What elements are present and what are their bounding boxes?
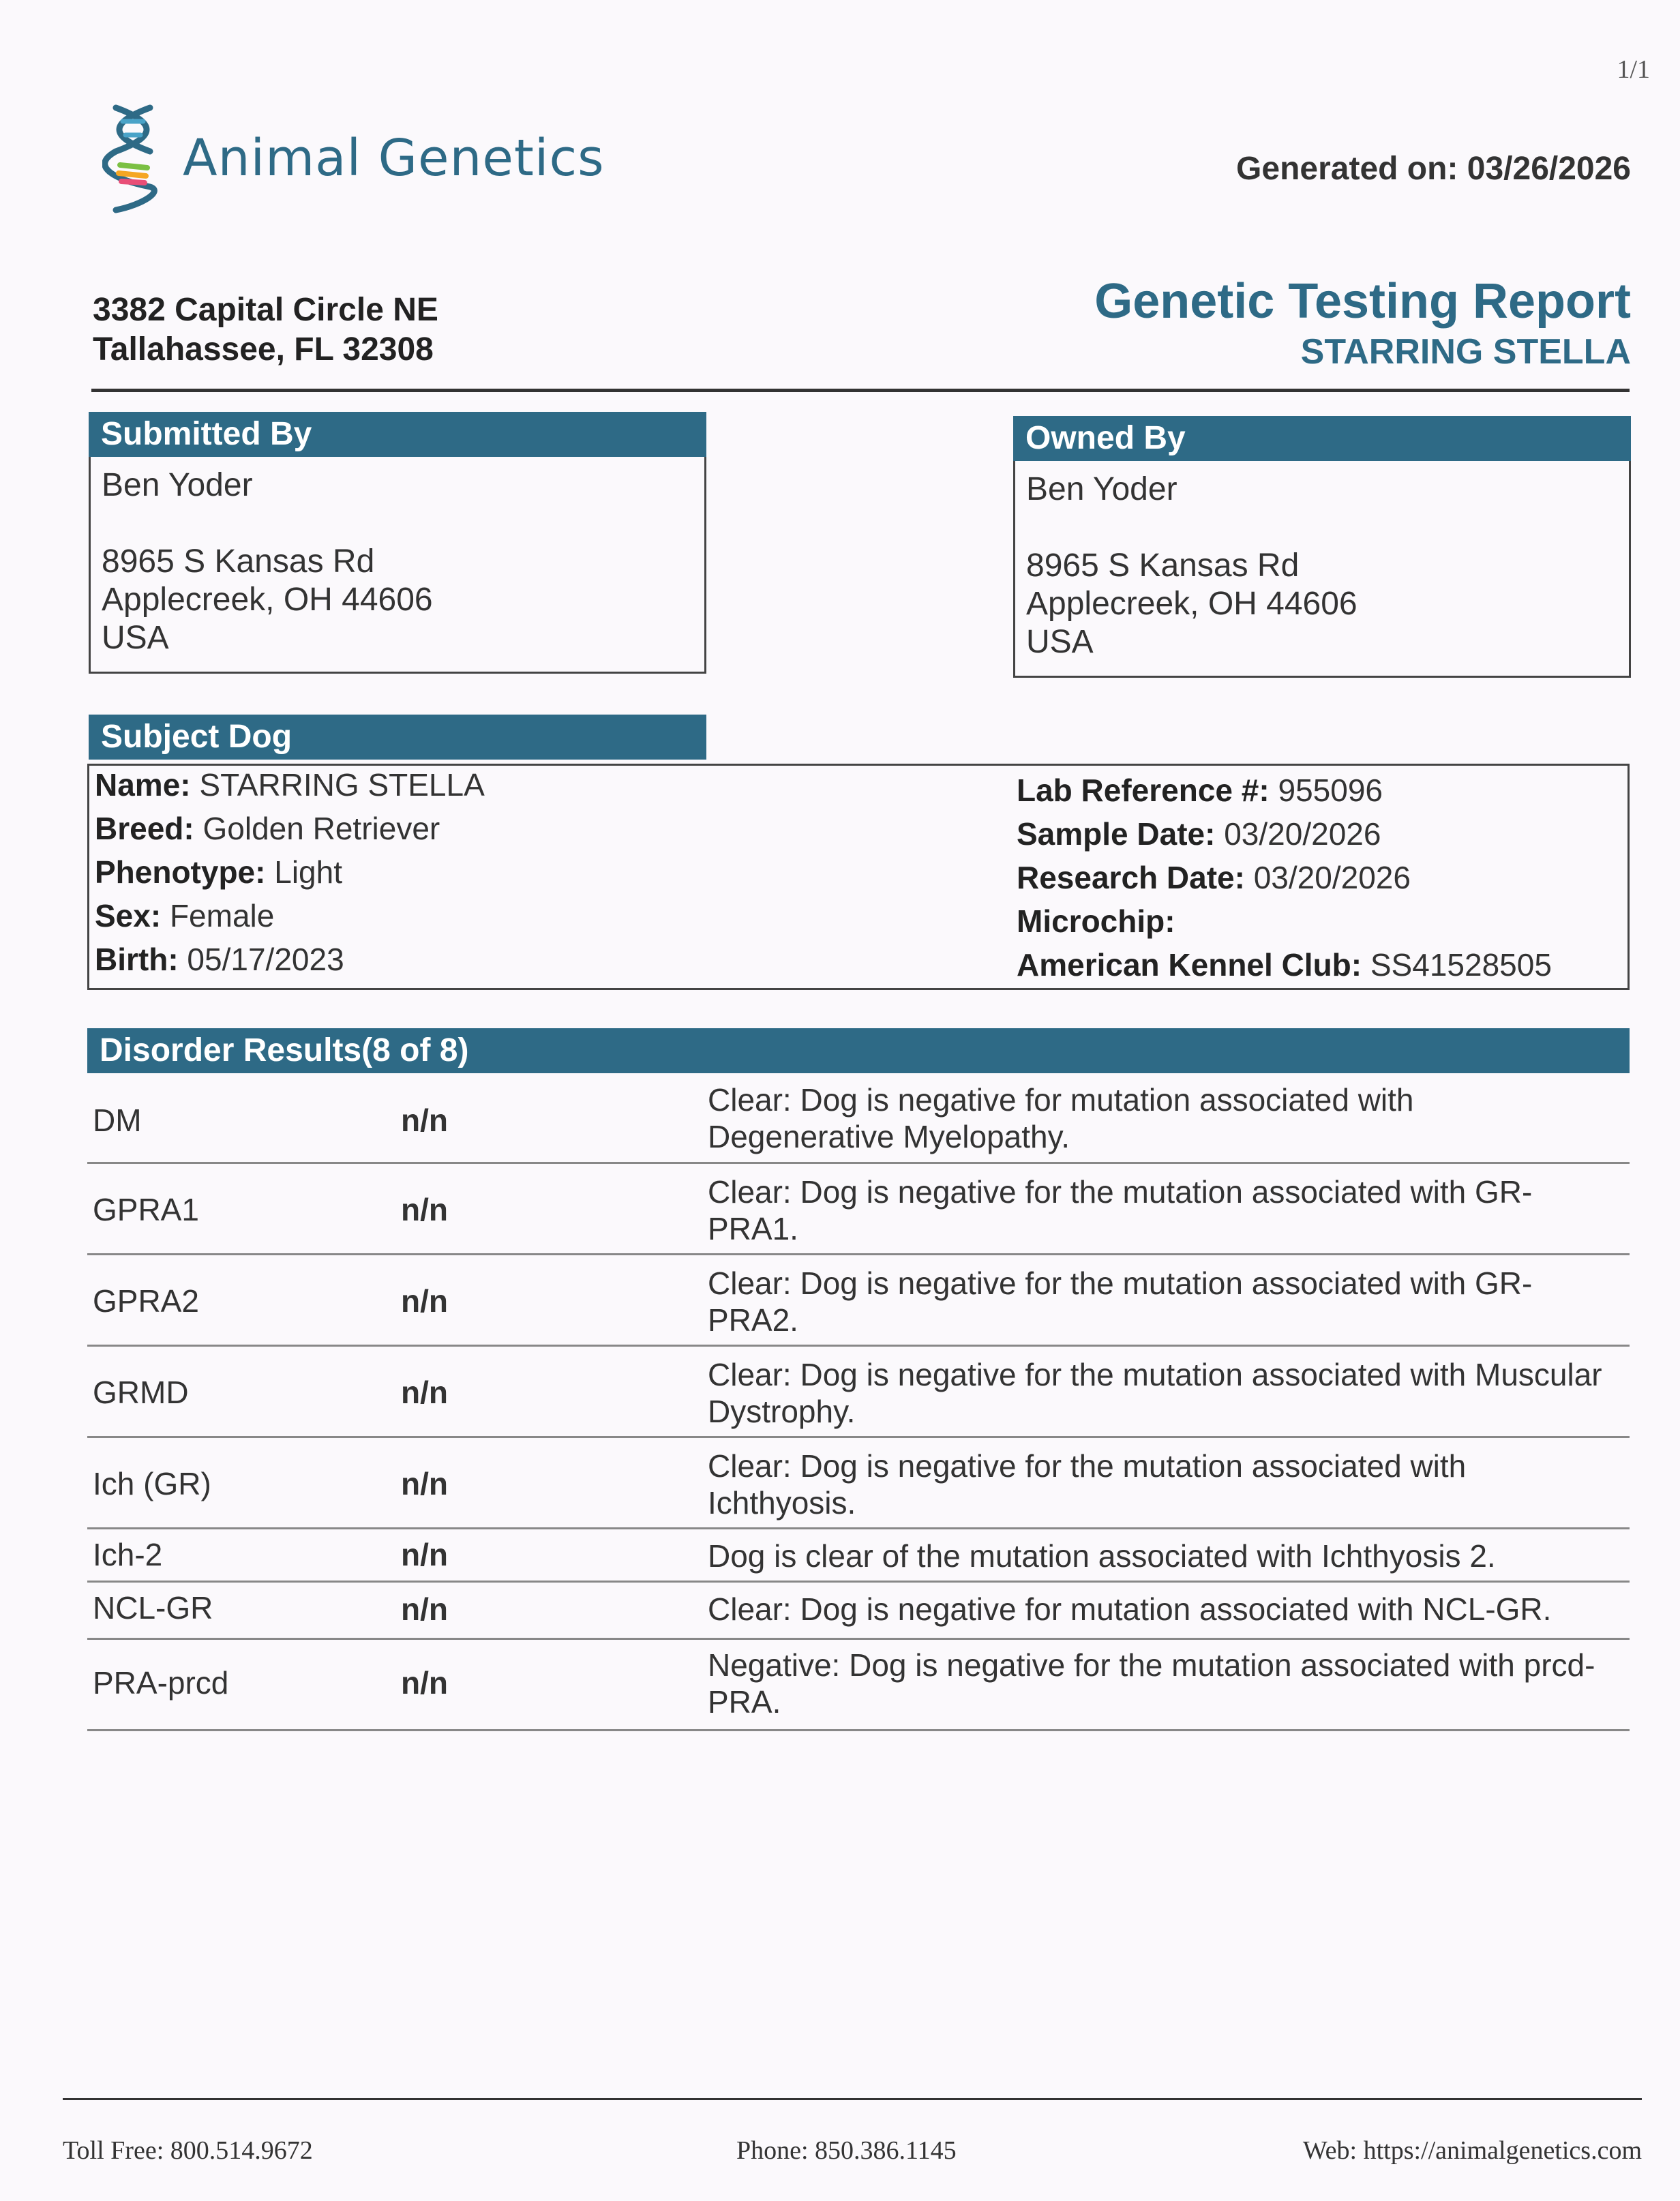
subject-dog-left xyxy=(95,763,485,981)
owned-by-heading: Owned By xyxy=(1013,416,1631,461)
subject-dog-right xyxy=(1017,768,1552,987)
brand-logo xyxy=(102,102,605,214)
disorder-description: Clear: Dog is negative for the mutation associated with GR-PRA1. xyxy=(708,1174,1533,1246)
page-number: 1/1 xyxy=(1617,55,1650,84)
disorder-name: GPRA1 xyxy=(93,1192,199,1227)
submitted-by-country: USA xyxy=(102,620,169,656)
disorder-description: Clear: Dog is negative for the mutation associated with Muscular Dystrophy. xyxy=(708,1357,1602,1429)
subject-field: Phenotype: Light xyxy=(95,854,342,890)
table-row xyxy=(87,1583,1630,1640)
submitted-by-name: Ben Yoder xyxy=(102,467,253,503)
header-divider xyxy=(91,389,1630,392)
sample-date-value: 03/20/2026 xyxy=(1224,816,1381,852)
subject-field: Lab Reference #: 955096 xyxy=(1017,773,1383,808)
disorder-results-heading: Disorder Results(8 of 8) xyxy=(87,1028,1630,1073)
disorder-name: GRMD xyxy=(93,1375,189,1410)
research-date-value: 03/20/2026 xyxy=(1253,860,1411,895)
subject-field: Microchip: xyxy=(1017,903,1175,939)
submitted-by-heading: Submitted By xyxy=(89,412,706,457)
owned-by-street: 8965 S Kansas Rd xyxy=(1026,548,1300,584)
disorder-genotype: n/n xyxy=(401,1192,448,1227)
subject-field: Research Date: 03/20/2026 xyxy=(1017,860,1411,895)
subject-name-value: STARRING STELLA xyxy=(199,767,485,803)
disorder-description: Dog is clear of the mutation associated with Ichthyosis 2. xyxy=(708,1538,1496,1574)
disorder-description: Negative: Dog is negative for the mutation associated with prcd-PRA. xyxy=(708,1647,1595,1720)
disorder-name: NCL-GR xyxy=(93,1590,213,1626)
lab-address-line2: Tallahassee, FL 32308 xyxy=(93,331,434,368)
submitted-by-city: Applecreek, OH 44606 xyxy=(102,582,433,618)
submitted-by-street: 8965 S Kansas Rd xyxy=(102,543,375,580)
generated-date: Generated on: 03/26/2026 xyxy=(1236,151,1631,187)
table-row xyxy=(87,1255,1630,1347)
subject-field: Sample Date: 03/20/2026 xyxy=(1017,816,1381,852)
submitted-by-panel xyxy=(89,412,706,674)
disorder-name: Ich (GR) xyxy=(93,1466,211,1501)
subject-birth-value: 05/17/2023 xyxy=(187,942,344,977)
subject-field: Birth: 05/17/2023 xyxy=(95,942,344,977)
subject-field: Breed: Golden Retriever xyxy=(95,811,440,846)
owned-by-name: Ben Yoder xyxy=(1026,471,1178,507)
brand-name: Animal Genetics xyxy=(183,129,605,188)
owned-by-city: Applecreek, OH 44606 xyxy=(1026,586,1358,622)
disorder-genotype: n/n xyxy=(401,1591,448,1627)
lab-address xyxy=(93,290,438,370)
disorder-genotype: n/n xyxy=(401,1466,448,1501)
disorder-name: DM xyxy=(93,1103,142,1138)
disorder-description: Clear: Dog is negative for mutation associated with Degenerative Myelopathy. xyxy=(708,1082,1414,1154)
disorder-genotype: n/n xyxy=(401,1537,448,1572)
subject-breed-value: Golden Retriever xyxy=(202,811,440,846)
subject-dog-heading: Subject Dog xyxy=(89,715,706,760)
lab-reference-value: 955096 xyxy=(1278,773,1383,808)
table-row xyxy=(87,1164,1630,1255)
akc-value: SS41528505 xyxy=(1370,947,1552,983)
subject-field: American Kennel Club: SS41528505 xyxy=(1017,947,1552,983)
disorder-name: GPRA2 xyxy=(93,1283,199,1319)
table-row xyxy=(87,1077,1630,1164)
table-row xyxy=(87,1640,1630,1731)
table-row xyxy=(87,1347,1630,1438)
subject-field: Sex: Female xyxy=(95,898,275,933)
owned-by-panel xyxy=(1013,416,1631,678)
owned-by-country: USA xyxy=(1026,624,1094,660)
footer-divider xyxy=(63,2098,1642,2100)
disorder-genotype: n/n xyxy=(401,1375,448,1410)
table-row xyxy=(87,1438,1630,1529)
lab-address-line1: 3382 Capital Circle NE xyxy=(93,292,438,328)
subject-phenotype-value: Light xyxy=(274,854,342,890)
disorder-name: Ich-2 xyxy=(93,1537,163,1572)
footer-toll-free: Toll Free: 800.514.9672 xyxy=(63,2136,313,2165)
subject-dog-box xyxy=(87,764,1630,990)
disorder-name: PRA-prcd xyxy=(93,1665,229,1701)
disorder-description: Clear: Dog is negative for the mutation associated with Ichthyosis. xyxy=(708,1448,1467,1521)
disorder-description: Clear: Dog is negative for mutation associated with NCL-GR. xyxy=(708,1591,1552,1627)
table-row xyxy=(87,1529,1630,1583)
subject-sex-value: Female xyxy=(169,898,275,933)
subject-field: Name: STARRING STELLA xyxy=(95,767,485,803)
footer-phone: Phone: 850.386.1145 xyxy=(736,2136,957,2165)
footer-web-link[interactable]: Web: https://animalgenetics.com xyxy=(1302,2136,1642,2165)
disorder-genotype: n/n xyxy=(401,1103,448,1138)
disorder-genotype: n/n xyxy=(401,1665,448,1701)
disorder-genotype: n/n xyxy=(401,1283,448,1319)
dna-helix-icon xyxy=(102,102,164,214)
disorder-description: Clear: Dog is negative for the mutation associated with GR-PRA2. xyxy=(708,1266,1533,1338)
report-subject: STARRING STELLA xyxy=(1300,332,1631,372)
report-title-block xyxy=(1094,273,1631,374)
report-title: Genetic Testing Report xyxy=(1094,274,1631,329)
